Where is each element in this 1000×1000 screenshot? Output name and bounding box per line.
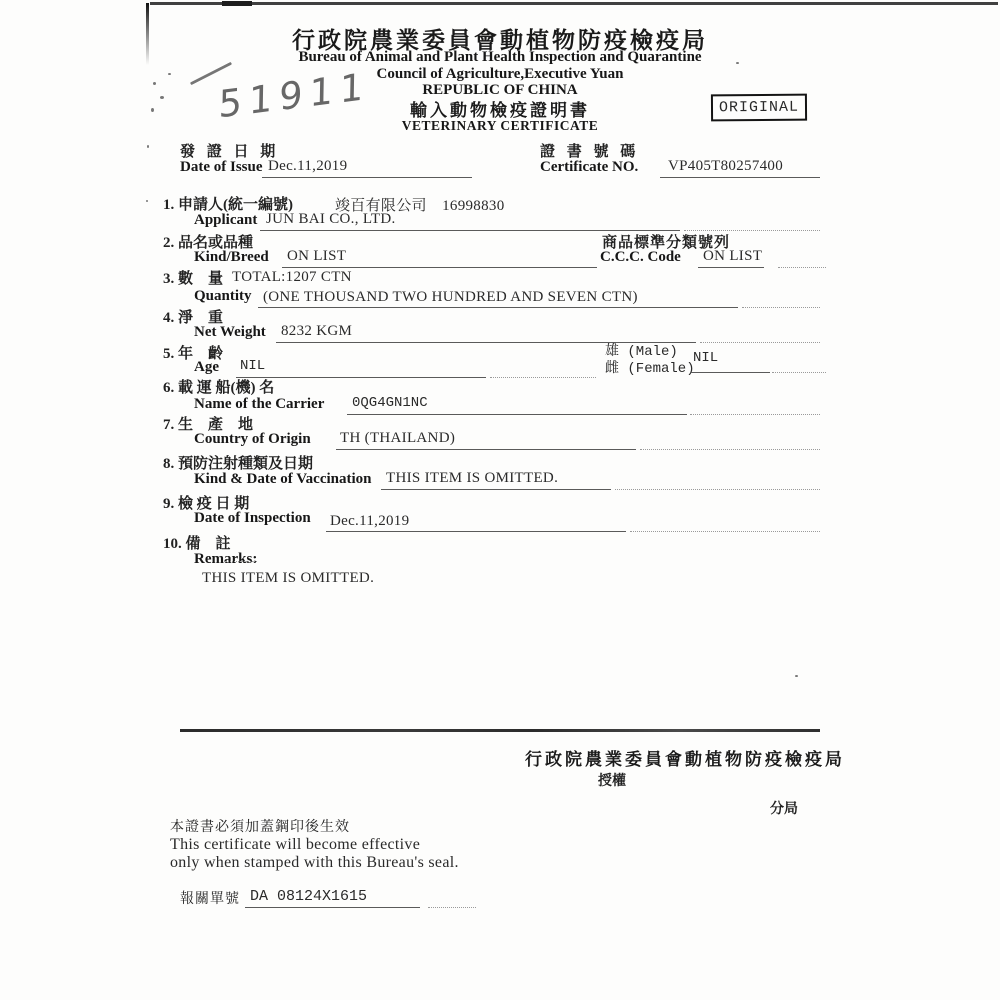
section1-zh-value: 竣百有限公司 16998830 [335, 198, 505, 214]
customs-value: DA 08124X1615 [250, 888, 368, 905]
section6-underline [347, 414, 687, 415]
section3-zh-value: TOTAL:1207 CTN [232, 269, 352, 285]
section2-right-underline-dotted [778, 267, 826, 268]
section7-zh: 生 產 地 [178, 417, 254, 433]
section4-underline-dotted [700, 342, 820, 343]
section3-value: (ONE THOUSAND TWO HUNDRED AND SEVEN CTN) [263, 289, 638, 305]
section2-right-label-en: C.C.C. Code [600, 249, 681, 265]
section9-underline-dotted [630, 531, 820, 532]
section8-zh: 預防注射種類及日期 [178, 456, 314, 472]
section7-num: 7. [163, 417, 175, 433]
scan-speck [147, 145, 149, 148]
section5-male-label: 雄 (Male) [605, 344, 678, 360]
header-cert-en: VETERINARY CERTIFICATE [401, 118, 599, 133]
header-bureau-en: Bureau of Animal and Plant Health Inspection and Quarantine [298, 49, 702, 65]
section3-label-en: Quantity [194, 288, 252, 304]
issue-value: Dec.11,2019 [268, 158, 348, 174]
scan-edge-blob [222, 1, 252, 6]
scan-speck [146, 200, 148, 202]
section10-label-en: Remarks: [194, 551, 258, 567]
section5-label-en: Age [194, 359, 219, 375]
seal-note-en1: This certificate will become effective [170, 836, 421, 853]
scan-edge-top [150, 2, 998, 5]
customs-underline [245, 907, 420, 908]
header-cert-zh: 輸入動物檢疫證明書 [410, 101, 590, 120]
section9-value: Dec.11,2019 [330, 513, 410, 529]
issue-label-en: Date of Issue [180, 159, 263, 175]
section8-underline-dotted [615, 489, 820, 490]
footer-authorized: 授權 [598, 774, 626, 789]
section5-underline-dotted [490, 377, 596, 378]
section8-num: 8. [163, 456, 175, 472]
header-bureau-zh: 行政院農業委員會動植物防疫檢疫局 [292, 28, 708, 53]
section4-label-en: Net Weight [194, 324, 266, 340]
certificate-value: VP405T80257400 [668, 158, 784, 174]
section8-value: THIS ITEM IS OMITTED. [386, 470, 559, 486]
section2-right-value: ON LIST [703, 248, 763, 264]
section7-value: TH (THAILAND) [340, 430, 456, 446]
section6-label-en: Name of the Carrier [194, 396, 325, 412]
section5-num: 5. [163, 346, 175, 362]
section9-label-en: Date of Inspection [194, 510, 311, 526]
issue-underline [262, 177, 472, 178]
section1-num: 1. [163, 197, 175, 213]
section4-num: 4. [163, 310, 175, 326]
section1-zh: 申請人(統一編號) [178, 197, 293, 213]
certificate-label-zh: 證 書 號 碼 [540, 144, 640, 160]
section6-num: 6. [163, 380, 175, 396]
header-country-en: REPUBLIC OF CHINA [422, 82, 578, 98]
section5-female-underline [690, 372, 770, 373]
section10-stray-mark [225, 561, 257, 562]
issue-label-zh: 發 證 日 期 [180, 144, 280, 160]
handwritten-number: 51911 [218, 64, 371, 127]
seal-note-zh: 本證書必須加蓋鋼印後生效 [170, 820, 350, 835]
signature-rule [180, 729, 820, 732]
certificate-label-en: Certificate NO. [540, 159, 639, 175]
footer-bureau-zh: 行政院農業委員會動植物防疫檢疫局 [525, 750, 845, 769]
section2-right-underline [698, 267, 764, 268]
original-stamp-label: ORIGINAL [718, 98, 800, 117]
section6-value: 0QG4GN1NC [352, 395, 428, 411]
section10-zh: 備 註 [185, 536, 231, 552]
section5-female-value: NIL [693, 350, 719, 366]
section3-underline-dotted [742, 307, 820, 308]
section9-underline [326, 531, 626, 532]
section6-underline-dotted [690, 414, 820, 415]
section6-label-zh [163, 376, 274, 397]
section7-underline-dotted [640, 449, 820, 450]
section1-label-en: Applicant [194, 212, 258, 228]
scan-speck [795, 675, 798, 677]
section3-underline [258, 307, 738, 308]
customs-underline-dotted [428, 907, 476, 908]
section8-label-zh [163, 452, 313, 473]
section5-zh: 年 齡 [178, 346, 224, 362]
section9-zh: 檢 疫 日 期 [178, 496, 250, 512]
footer-branch: 分局 [770, 802, 798, 817]
section7-label-en: Country of Origin [194, 431, 311, 447]
section7-underline [336, 449, 636, 450]
section2-zh: 品名或品種 [178, 235, 254, 251]
section10-num: 10. [163, 536, 182, 552]
section2-underline [282, 267, 597, 268]
certificate-underline [660, 177, 820, 178]
section2-label-en: Kind/Breed [194, 249, 269, 265]
section4-value: 8232 KGM [281, 323, 353, 339]
section3-zh: 數 量 [178, 271, 224, 287]
original-stamp [711, 94, 807, 122]
section5-female-label: 雌 (Female) [605, 361, 695, 377]
customs-label: 報關單號 [180, 892, 240, 907]
section10-value: THIS ITEM IS OMITTED. [202, 570, 375, 586]
section8-underline [381, 489, 611, 490]
section5-value: NIL [240, 358, 266, 374]
section5-female-underline-dotted [772, 372, 826, 373]
section9-num: 9. [163, 496, 175, 512]
section2-value: ON LIST [287, 248, 347, 264]
section6-zh: 載 運 船(機) 名 [178, 380, 275, 396]
section1-value: JUN BAI CO., LTD. [266, 211, 396, 227]
seal-note-en2: only when stamped with this Bureau's seal. [170, 854, 459, 871]
header-council-en: Council of Agriculture,Executive Yuan [376, 66, 624, 82]
section3-num: 3. [163, 271, 175, 287]
section3-label-zh [163, 267, 223, 288]
section2-right-label-zh: 商品標準分類號列 [602, 235, 731, 251]
section10-label-zh [163, 532, 231, 553]
section4-zh: 淨 重 [178, 310, 224, 326]
section2-num: 2. [163, 235, 175, 251]
section8-label-en: Kind & Date of Vaccination [194, 471, 372, 487]
